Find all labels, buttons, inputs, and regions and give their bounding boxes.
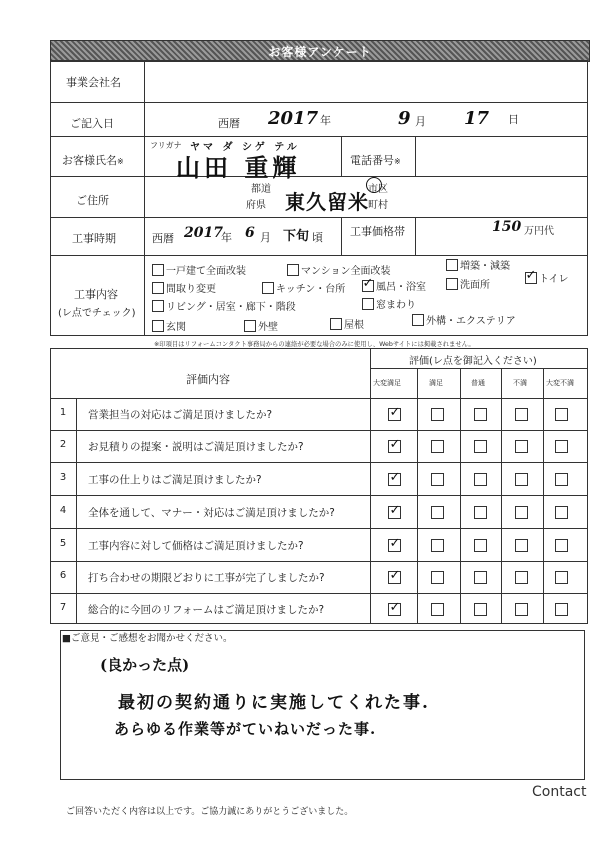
comments-label: ■ご意見・ご感想をお聞かせください。	[62, 633, 233, 644]
option-living[interactable]: リビング・居室・廊下・階段	[152, 298, 296, 313]
entry-date-day-unit: 日	[508, 113, 519, 126]
rating-checkbox-大変不満[interactable]	[555, 571, 568, 584]
rating-checkbox-普通[interactable]	[474, 506, 487, 519]
entry-date-label: ご記入日	[70, 117, 114, 130]
option-entrance[interactable]: 玄関	[152, 318, 186, 333]
check-mark: ✓	[389, 469, 401, 485]
comments-heading: (良かった点)	[100, 656, 190, 674]
checkbox-layout-change[interactable]	[152, 282, 164, 294]
entry-date-month-unit: 月	[415, 115, 426, 128]
period-part[interactable]: 下旬	[283, 229, 310, 244]
comments-line-1: 最初の契約通りに実施してくれた事.	[118, 693, 430, 713]
checkbox-washroom[interactable]	[446, 278, 458, 290]
check-mark: ✓	[389, 405, 401, 420]
question-number: 1	[59, 407, 67, 418]
rating-checkbox-不満[interactable]	[515, 539, 528, 552]
question-text: 工事内容に対して価格はご満足頂けましたか?	[88, 539, 304, 552]
option-kitchen[interactable]: キッチン・台所	[262, 280, 345, 295]
scale-very-dissatisfied: 大変不満	[546, 379, 574, 387]
checkbox-detached-house[interactable]	[152, 264, 164, 276]
question-number: 5	[59, 537, 67, 549]
company-field[interactable]	[160, 72, 580, 96]
rating-checkbox-満足[interactable]	[431, 506, 444, 519]
entry-date-era: 西暦	[218, 117, 240, 130]
rating-checkbox-満足[interactable]	[431, 539, 444, 552]
option-roof[interactable]: 屋根	[330, 316, 364, 331]
question-row	[50, 561, 588, 593]
rating-checkbox-満足[interactable]	[431, 571, 444, 584]
rating-checkbox-普通[interactable]	[474, 603, 487, 616]
entry-date-year[interactable]: 2017	[268, 108, 319, 129]
scale-satisfied: 満足	[429, 379, 443, 387]
option-layout-change[interactable]: 間取り変更	[152, 280, 216, 295]
option-windows[interactable]: 窓まわり	[362, 296, 416, 311]
question-number: 4	[59, 504, 67, 516]
furigana-label: フリガナ	[150, 141, 182, 150]
phone-field[interactable]	[425, 146, 580, 170]
check-mark: ✓	[389, 568, 401, 583]
option-washroom[interactable]: 洗面所	[446, 276, 490, 291]
question-row	[50, 593, 588, 624]
content-sub-label: (レ点でチェック)	[58, 308, 136, 319]
question-text: お見積りの提案・説明はご満足頂けましたか?	[88, 441, 304, 453]
period-label: 工事時期	[72, 232, 116, 245]
survey-title-banner	[50, 40, 590, 62]
price-unit: 万円代	[524, 226, 554, 237]
footer-message: ご回答いただく内容は以上です。ご協力誠にありがとうございました。	[66, 807, 354, 817]
option-condominium[interactable]: マンション全面改装	[287, 262, 391, 277]
evaluation-rating-header: 評価(レ点を御記入ください)	[409, 356, 537, 367]
city-unit-bottom: 町村	[368, 200, 388, 211]
option-extension[interactable]: 増築・減築	[446, 257, 510, 272]
city-unit-top: 市区	[368, 184, 388, 195]
rating-checkbox-満足[interactable]	[431, 440, 444, 453]
rating-checkbox-不満[interactable]	[515, 473, 528, 486]
question-number: 2	[59, 439, 67, 450]
rating-checkbox-大変満足[interactable]	[388, 502, 401, 519]
rating-checkbox-不満[interactable]	[515, 506, 528, 519]
question-row	[50, 495, 588, 528]
checkbox-kitchen[interactable]	[262, 282, 274, 294]
comments-line-2: あらゆる作業等がていねいだった事.	[114, 720, 377, 738]
checkbox-toilet[interactable]	[525, 267, 537, 284]
rating-checkbox-不満[interactable]	[515, 408, 528, 421]
rating-checkbox-普通[interactable]	[474, 571, 487, 584]
price-label: 工事価格帯	[350, 225, 405, 238]
rating-checkbox-大変不満[interactable]	[555, 603, 568, 616]
rating-checkbox-満足[interactable]	[431, 408, 444, 421]
period-year-unit: 年	[221, 231, 232, 244]
period-year[interactable]: 2017	[184, 225, 223, 241]
rating-checkbox-大変満足[interactable]	[388, 535, 401, 552]
rating-checkbox-普通[interactable]	[474, 539, 487, 552]
scale-very-satisfied: 大変満足	[373, 379, 401, 387]
checkbox-entrance[interactable]	[152, 320, 164, 332]
evaluation-content-header: 評価内容	[186, 373, 230, 386]
question-row	[50, 462, 588, 495]
customer-name-field[interactable]: 山田 重輝	[176, 153, 301, 182]
price-value[interactable]: 150	[492, 219, 522, 235]
entry-date-day[interactable]: 17	[464, 108, 490, 129]
rating-checkbox-普通[interactable]	[474, 440, 487, 453]
question-text: 打ち合わせの期限どおりに工事が完了しましたか?	[88, 572, 325, 584]
survey-title: お客様アンケート	[268, 44, 372, 59]
customer-name-label: お客様氏名※	[62, 154, 124, 167]
option-toilet[interactable]: ✓ トイレ	[525, 267, 569, 285]
privacy-note: ※印項目はリフォームコンタクト事務局からの連絡が必要な場合のみに使用し、Webサイトには掲載されません。	[154, 341, 475, 348]
checkbox-condominium[interactable]	[287, 264, 299, 276]
period-month[interactable]: 6	[245, 225, 255, 241]
question-text: 営業担当の対応はご満足頂けましたか?	[88, 409, 273, 421]
rating-checkbox-大変満足[interactable]	[388, 437, 401, 453]
rating-checkbox-不満[interactable]	[515, 440, 528, 453]
option-exterior-wall[interactable]: 外壁	[244, 318, 278, 333]
phone-label: 電話番号※	[350, 154, 401, 167]
check-mark: ✓	[389, 502, 401, 518]
period-part-unit: 頃	[312, 231, 323, 244]
city-field[interactable]: 東久留米	[285, 190, 369, 214]
prefecture-unit-bottom: 府県	[246, 200, 266, 211]
checkbox-roof[interactable]	[330, 318, 342, 330]
furigana-field[interactable]: ヤマ ダ シゲ テル	[190, 142, 300, 153]
check-mark: ✓	[389, 437, 401, 452]
question-number: 6	[59, 570, 67, 581]
check-mark: ✓	[389, 535, 401, 551]
prefecture-unit-top: 都道	[251, 184, 271, 195]
rating-checkbox-大変不満[interactable]	[555, 539, 568, 552]
rating-checkbox-大変満足[interactable]	[388, 405, 401, 421]
rating-checkbox-満足[interactable]	[431, 603, 444, 616]
checkbox-living[interactable]	[152, 300, 164, 312]
question-row	[50, 528, 588, 561]
rating-checkbox-大変満足[interactable]	[388, 568, 401, 584]
entry-date-month[interactable]: 9	[398, 108, 411, 129]
question-row	[50, 430, 588, 462]
question-number: 3	[59, 471, 67, 483]
question-text: 総合的に今回のリフォームはご満足頂けましたか?	[88, 603, 325, 616]
check-mark-toilet: ✓	[525, 267, 537, 283]
rating-checkbox-普通[interactable]	[474, 408, 487, 421]
scale-dissatisfied: 不満	[513, 379, 527, 387]
address-label: ご住所	[76, 194, 109, 207]
content-label: 工事内容	[74, 288, 118, 301]
scale-neutral: 普通	[471, 379, 485, 387]
check-mark-bath: ✓	[362, 275, 374, 291]
rating-checkbox-不満[interactable]	[515, 603, 528, 616]
period-month-unit: 月	[260, 231, 271, 244]
rating-checkbox-大変満足[interactable]	[388, 469, 401, 486]
question-text: 全体を通して、マナー・対応はご満足頂けましたか?	[88, 506, 335, 519]
rating-checkbox-大変不満[interactable]	[555, 506, 568, 519]
checkbox-exterior-wall[interactable]	[244, 320, 256, 332]
option-bath[interactable]: ✓ 風呂・浴室	[362, 275, 426, 293]
contact-stamp: Contact	[532, 784, 587, 800]
question-row	[50, 398, 588, 430]
period-era: 西暦	[152, 232, 174, 245]
option-detached-house[interactable]: 一戸建て全面改装	[152, 262, 246, 277]
question-text: 工事の仕上りはご満足頂けましたか?	[88, 473, 262, 486]
checkbox-extension[interactable]	[446, 259, 458, 271]
rating-checkbox-大変不満[interactable]	[555, 473, 568, 486]
rating-checkbox-満足[interactable]	[431, 473, 444, 486]
company-label: 事業会社名	[66, 76, 121, 89]
check-mark: ✓	[389, 599, 401, 615]
checkbox-bath[interactable]	[362, 275, 374, 292]
rating-checkbox-大変不満[interactable]	[555, 408, 568, 421]
rating-checkbox-大変満足[interactable]	[388, 599, 401, 616]
option-exterior[interactable]: 外構・エクステリア	[412, 312, 516, 327]
checkbox-exterior[interactable]	[412, 314, 424, 326]
rating-checkbox-大変不満[interactable]	[555, 440, 568, 453]
question-number: 7	[59, 601, 67, 613]
rating-checkbox-不満[interactable]	[515, 571, 528, 584]
rating-checkbox-普通[interactable]	[474, 473, 487, 486]
checkbox-windows[interactable]	[362, 298, 374, 310]
entry-date-year-unit: 年	[320, 114, 331, 127]
